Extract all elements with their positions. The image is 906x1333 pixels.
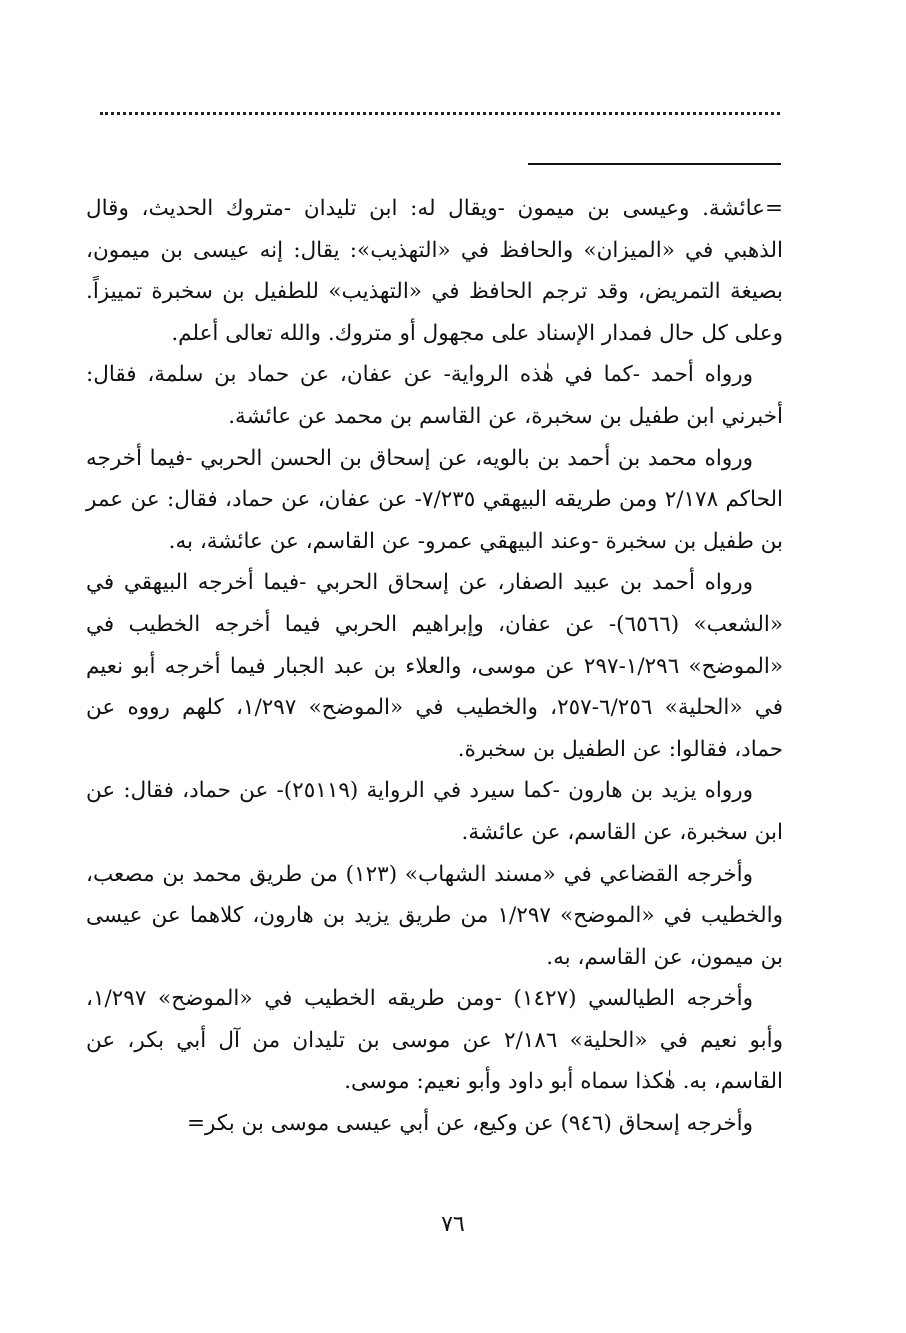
paragraph-4: ورواه أحمد بن عبيد الصفار، عن إسحاق الحربي -فيما أخرجه البيهقي في «الشعب» (٦٥٦٦)- عن عفان، وإبراهيم الحربي فيما أخرجه الخطيب في «الموضح» ١/٢٩٦-٢٩٧ عن موسى، والعلاء بن عبد الجبار فيما أخرجه أبو نعيم في «الحلية» ٦/٢٥٦-٢٥٧، والخطيب في «الموضح» ١/٢٩٧، كلهم رووه عن حماد، فقالوا: عن الطفيل بن سخبرة. xyxy=(86,570,784,762)
paragraph-7: وأخرجه الطيالسي (١٤٢٧) -ومن طريقه الخطيب في «الموضح» ١/٢٩٧، وأبو نعيم في «الحلية» ٢/١٨٦ عن موسى بن تليدان من آل أبي بكر، عن القاسم، به. هٰكذا سماه أبو داود وأبو نعيم: موسى. xyxy=(86,986,783,1095)
paragraph-3: ورواه محمد بن أحمد بن بالويه، عن إسحاق بن الحسن الحربي -فيما أخرجه الحاكم ٢/١٧٨ ومن طريقه البيهقي ٧/٢٣٥- عن عفان، عن حماد، فقال: عن عمر بن طفيل بن سخبرة -وعند البيهقي عمرو- عن القاسم، عن عائشة، به. xyxy=(86,445,783,554)
paragraph-2: ورواه أحمد -كما في هٰذه الرواية- عن عفان، عن حماد بن سلمة، فقال: أخبرني ابن طفيل بن سخبرة، عن القاسم بن محمد عن عائشة. xyxy=(86,362,783,429)
paragraph-6: وأخرجه القضاعي في «مسند الشهاب» (١٢٣) من طريق محمد بن مصعب، والخطيب في «الموضح» ١/٢٩٧ من طريق يزيد بن هارون، كلاهما عن عيسى بن ميمون، عن القاسم، به. xyxy=(86,861,783,970)
footnote-text xyxy=(86,188,783,1145)
footnote-rule xyxy=(528,163,781,165)
paragraph-8: وأخرجه إسحاق (٩٤٦) عن وكيع، عن أبي عيسى موسى بن بكر= xyxy=(186,1111,753,1137)
paragraph-5: ورواه يزيد بن هارون -كما سيرد في الرواية (٢٥١١٩)- عن حماد، فقال: عن ابن سخبرة، عن القاسم، عن عائشة. xyxy=(86,778,783,845)
page-number: ٧٦ xyxy=(441,1212,465,1237)
dotted-separator xyxy=(100,112,780,125)
paragraph-1: =عائشة. وعيسى بن ميمون -ويقال له: ابن تليدان -متروك الحديث، وقال الذهبي في «الميزان» والحافظ في «التهذيب»: يقال: إنه عيسى بن ميمون، بصيغة التمريض، وقد ترجم الحافظ في «التهذيب» للطفيل بن سخبرة تمييزاً. وعلى كل حال فمدار الإسناد على مجهول أو متروك. والله تعالى أعلم. xyxy=(86,196,783,346)
